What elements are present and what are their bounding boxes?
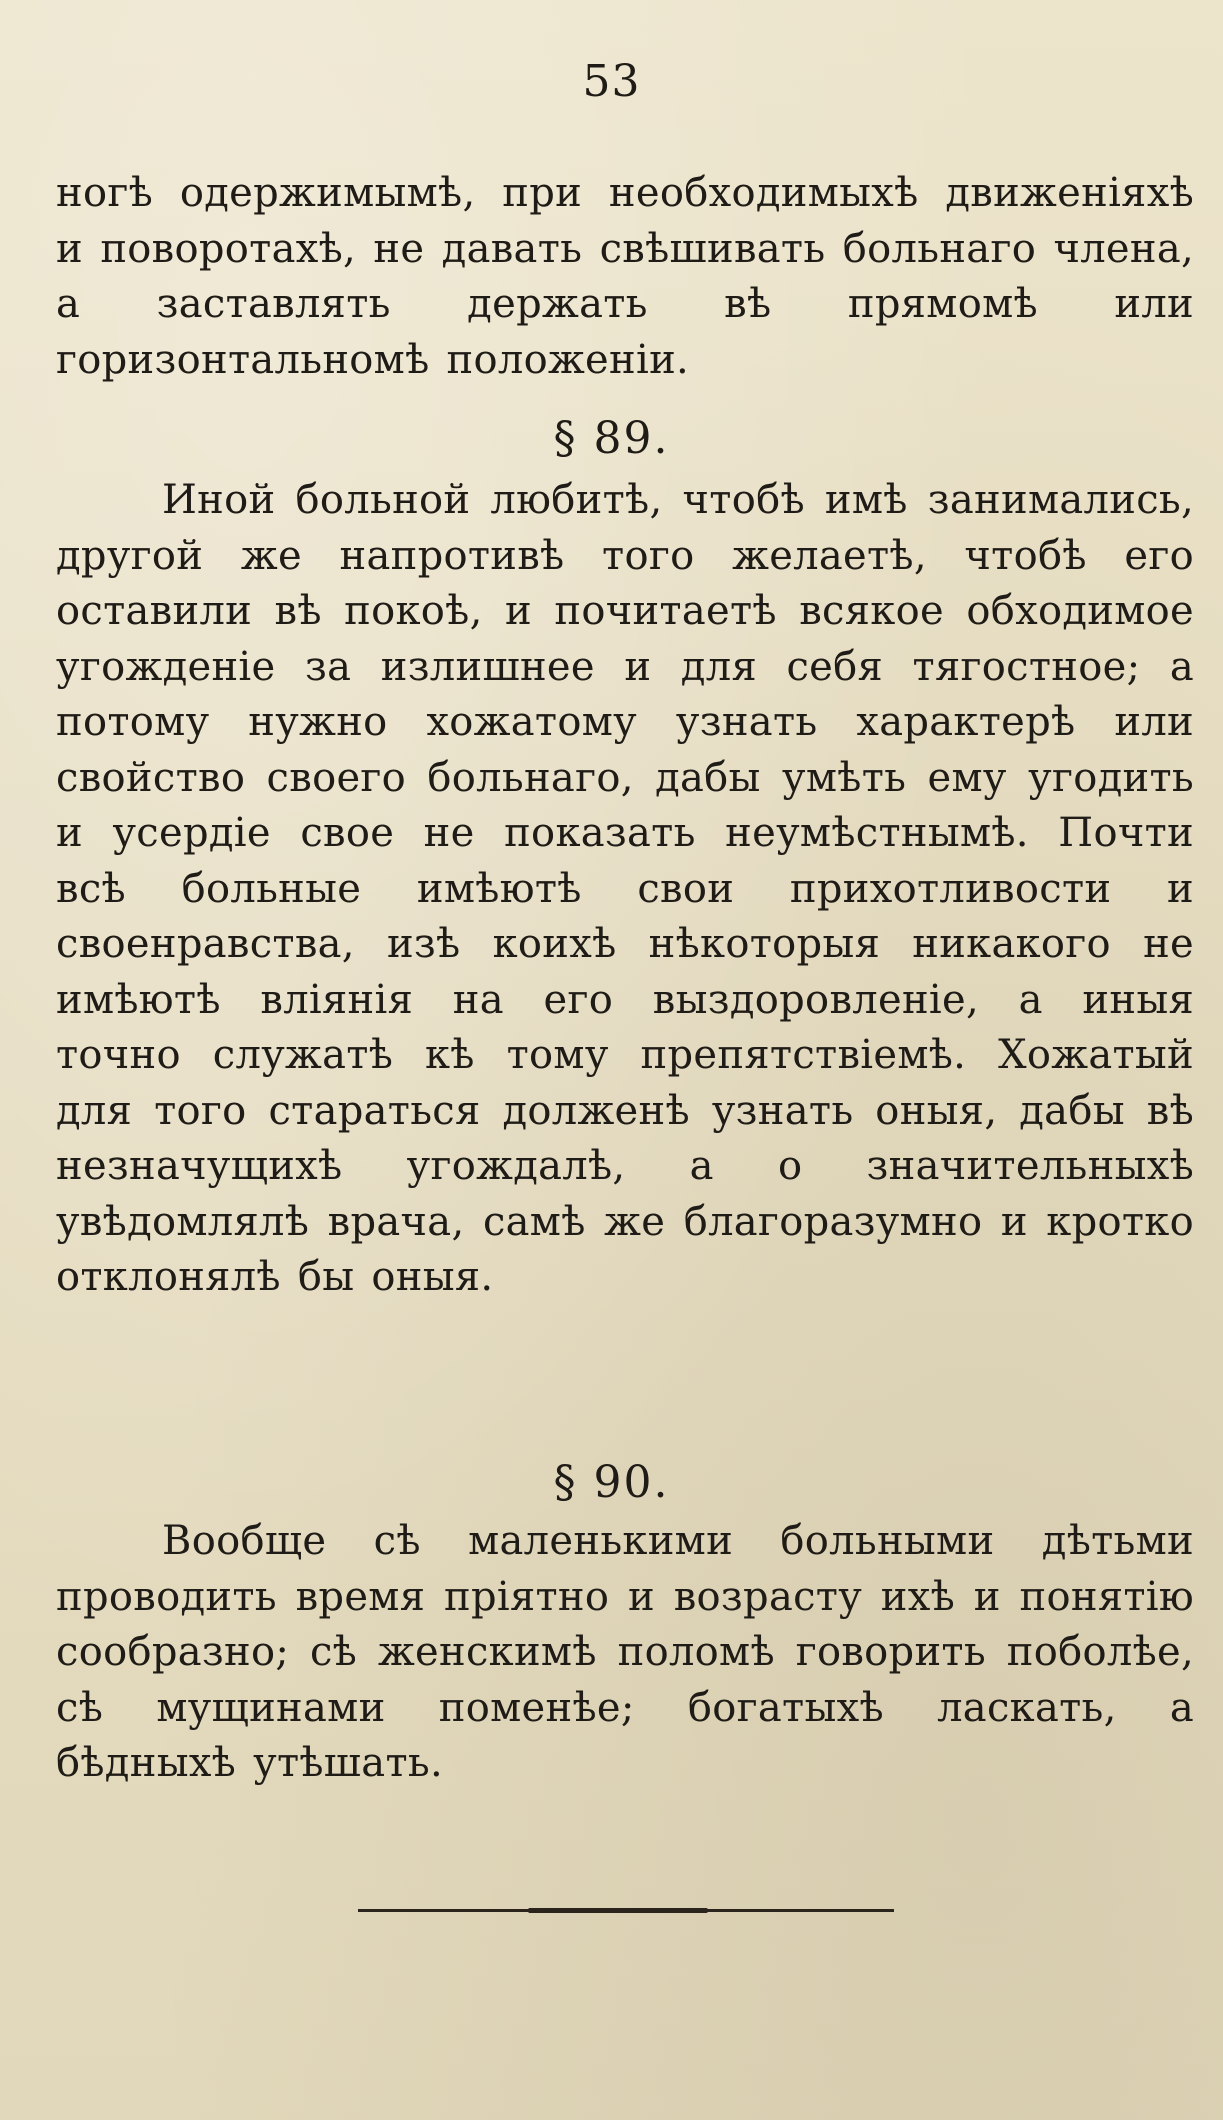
continued-paragraph bbox=[56, 166, 1194, 388]
section-89-paragraph bbox=[56, 473, 1194, 1306]
continued-paragraph-text: ногѣ одержимымѣ, при необходимыхѣ движенiяхѣ и поворотахѣ, не давать свѣшивать больнаго члена, а заставлять держать вѣ прямомѣ или горизонтальномѣ положенiи. bbox=[56, 170, 1194, 383]
section-90-heading: § 90. bbox=[553, 1457, 670, 1508]
section-90-paragraph bbox=[56, 1514, 1194, 1792]
page-number: 53 bbox=[582, 56, 641, 107]
section-90-text: Вообще сѣ маленькими больными дѣтьми проводить время прiятно и возрасту ихѣ и понятiю сообразно; сѣ женскимѣ поломѣ говорить поболѣе, сѣ мущинами поменѣе; богатыхѣ ласкать, а бѣдныхѣ утѣшать. bbox=[56, 1518, 1194, 1786]
section-89-text: Иной больной любитѣ, чтобѣ имѣ занимались, другой же напротивѣ того желаетѣ, чтобѣ его оставили вѣ покоѣ, и почитаетѣ всякое обходимое угожденiе за излишнее и для себя тягостное; а потому нужно хожатому узнать характерѣ или свойство своего больнаго, дабы умѣть ему угодить и усердiе свое не показать неумѣстнымѣ. Почти всѣ больные имѣютѣ свои прихотливости и своенравства, изѣ коихѣ нѣкоторыя никакого не имѣютѣ влiянiя на его выздоровленiе, а иныя точно служатѣ кѣ тому препятствiемѣ. Хожатый для того стараться долженѣ узнать оныя, дабы вѣ незначущихѣ угождалѣ, а о значительныхѣ увѣдомлялѣ врача, самѣ же благоразумно и кротко отклонялѣ бы оныя. bbox=[56, 477, 1194, 1300]
section-89-heading: § 89. bbox=[553, 413, 670, 464]
end-rule-divider bbox=[358, 1909, 894, 1912]
